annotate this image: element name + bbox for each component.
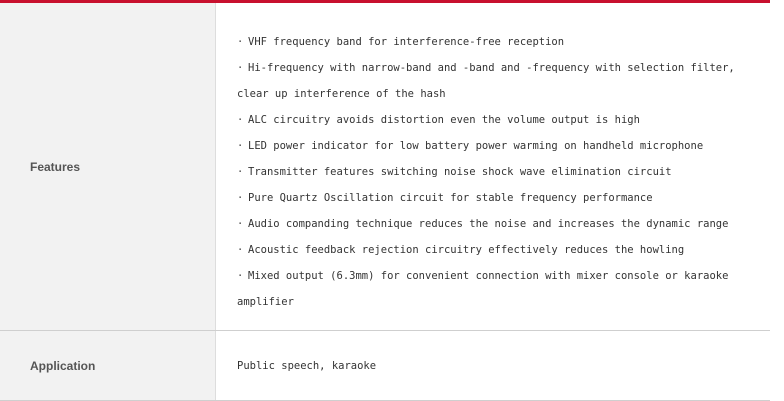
bullet-icon: · [237,244,244,256]
bullet-icon: · [237,114,244,126]
feature-text: VHF frequency band for interference-free reception [248,36,565,48]
feature-text: Hi-frequency with narrow-band and -band and -frequency with selection filter, clear up interference of the hash [237,62,735,100]
application-row [0,331,770,401]
feature-text: Pure Quartz Oscillation circuit for stable frequency performance [248,192,653,204]
feature-item [237,263,756,315]
feature-item [237,133,756,159]
features-value [216,3,770,330]
bullet-icon: · [237,36,244,48]
feature-text: LED power indicator for low battery power warming on handheld microphone [248,140,704,152]
bullet-icon: · [237,192,244,204]
page-right-margin [770,0,784,400]
bullet-icon: · [237,218,244,230]
feature-item [237,211,756,237]
feature-item [237,29,756,55]
feature-text: ALC circuitry avoids distortion even the volume output is high [248,114,640,126]
feature-list [237,29,756,315]
spec-table [0,3,770,401]
feature-text: Mixed output (6.3mm) for convenient connection with mixer console or karaoke amplifier [237,270,729,308]
feature-item [237,159,756,185]
feature-item [237,55,756,107]
feature-text: Audio companding technique reduces the noise and increases the dynamic range [248,218,729,230]
feature-text: Transmitter features switching noise shock wave elimination circuit [248,166,672,178]
features-row [0,3,770,331]
feature-item [237,107,756,133]
bullet-icon: · [237,62,244,74]
application-label: Application [0,331,216,400]
feature-item [237,237,756,263]
feature-text: Acoustic feedback rejection circuitry effectively reduces the howling [248,244,685,256]
features-label: Features [0,3,216,330]
feature-item [237,185,756,211]
bullet-icon: · [237,140,244,152]
bullet-icon: · [237,166,244,178]
bullet-icon: · [237,270,244,282]
application-value: Public speech, karaoke [237,359,377,372]
